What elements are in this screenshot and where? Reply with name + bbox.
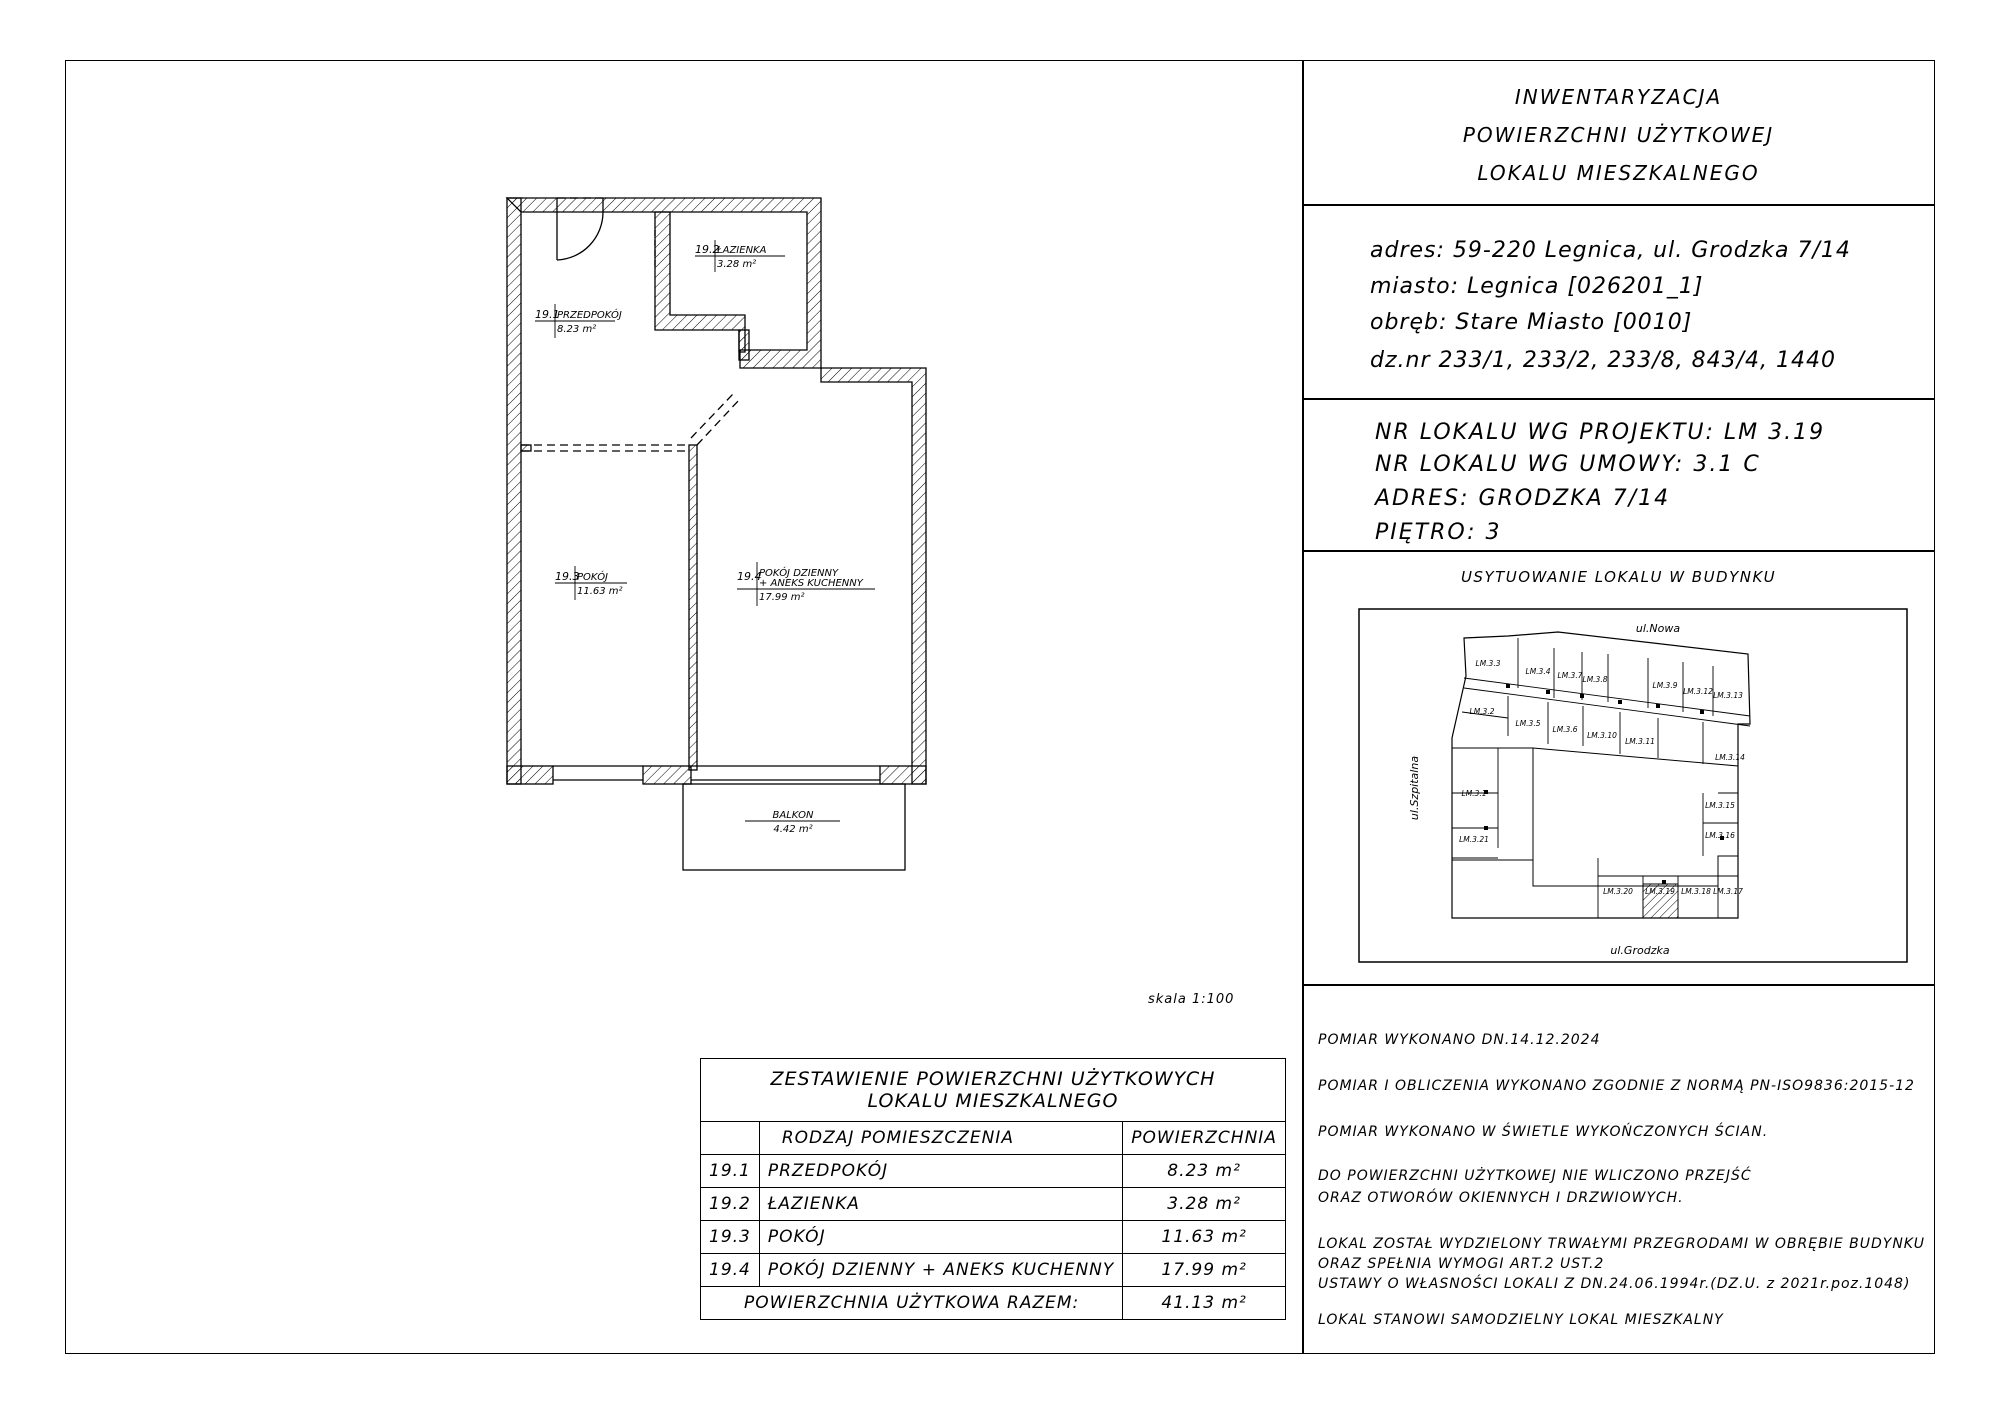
summary-row-name: POKÓJ [759, 1221, 1122, 1254]
plan-room-num-19-2: 19.2 [695, 243, 720, 256]
note-independent-unit: LOKAL STANOWI SAMODZIELNY LOKAL MIESZKALNY [1318, 1312, 1724, 1328]
summary-row-num: 19.4 [701, 1254, 760, 1287]
address-miasto: miasto: Legnica [026201_1] [1370, 274, 1704, 299]
table-row [701, 1221, 1286, 1254]
title-line-3: LOKALU MIESZKALNEGO [1477, 161, 1760, 185]
plan-scale: skala 1:100 [1148, 992, 1235, 1007]
unit-label: LM.3.17 [1713, 887, 1743, 896]
unit-label: LM.3.4 [1525, 667, 1551, 676]
plan-room-area-19-1: 8.23 m² [557, 324, 597, 335]
unit-label: LM.3.1 [1461, 789, 1487, 798]
plan-room-name-19-4-b: + ANEKS KUCHENNY [759, 578, 863, 589]
street-bottom-label: ul.Grodzka [1610, 944, 1670, 957]
plan-room-area-19-4: 17.99 m² [759, 592, 805, 603]
street-top-label: ul.Nowa [1635, 622, 1681, 635]
title-line-2: POWIERZCHNI UŻYTKOWEJ [1462, 123, 1775, 147]
plan-balcony-name: BALKON [772, 810, 814, 821]
plan-room-area-19-3: 11.63 m² [577, 586, 623, 597]
summary-header-type: RODZAJ POMIESZCZENIA [759, 1122, 1122, 1155]
plan-room-num-19-1: 19.1 [535, 308, 560, 321]
note-legal-1: LOKAL ZOSTAŁ WYDZIELONY TRWAŁYMI PRZEGRODAMI W OBRĘBIE BUDYNKU [1318, 1236, 1925, 1252]
unit-label: LM.3.2 [1469, 707, 1495, 716]
street-left-label: ul.Szpitalna [1408, 755, 1421, 821]
location-map-heading: USYTUOWANIE LOKALU W BUDYNKU [1460, 568, 1777, 586]
table-row [701, 1254, 1286, 1287]
summary-title-line-1: ZESTAWIENIE POWIERZCHNI UŻYTKOWYCH [770, 1068, 1216, 1090]
note-legal-3: USTAWY O WŁASNOŚCI LOKALI Z DN.24.06.1994r.(DZ.U. z 2021r.poz.1048) [1318, 1276, 1911, 1292]
summary-row-name: ŁAZIENKA [759, 1188, 1122, 1221]
unit-label: LM.3.18 [1681, 887, 1711, 896]
note-measurement-date: POMIAR WYKONANO DN.14.12.2024 [1318, 1032, 1601, 1048]
summary-row-area: 11.63 m² [1123, 1221, 1286, 1254]
summary-title-line-2: LOKALU MIESZKALNEGO [867, 1090, 1119, 1112]
summary-row-area: 17.99 m² [1123, 1254, 1286, 1287]
summary-row-num: 19.1 [701, 1155, 760, 1188]
summary-total-label: POWIERZCHNIA UŻYTKOWA RAZEM: [701, 1287, 1123, 1320]
summary-title [701, 1059, 1286, 1122]
unit-project-number: NR LOKALU WG PROJEKTU: LM 3.19 [1375, 420, 1826, 445]
unit-label: LM.3.13 [1713, 691, 1743, 700]
unit-label: LM.3.19 [1645, 887, 1675, 896]
unit-label: LM.3.9 [1652, 681, 1678, 690]
summary-row-name: POKÓJ DZIENNY + ANEKS KUCHENNY [759, 1254, 1122, 1287]
unit-label: LM.3.11 [1625, 737, 1655, 746]
plan-room-name-19-1: PRZEDPOKÓJ [557, 310, 622, 321]
summary-total-row [701, 1287, 1286, 1320]
plan-room-num-19-3: 19.3 [555, 570, 580, 583]
unit-address: ADRES: GRODZKA 7/14 [1375, 486, 1671, 511]
plan-room-name-19-3: POKÓJ [577, 572, 609, 583]
unit-label: LM.3.6 [1552, 725, 1578, 734]
floor-plan [495, 190, 955, 880]
summary-row-num: 19.3 [701, 1221, 760, 1254]
unit-label: LM.3.14 [1715, 753, 1745, 762]
summary-row-area: 3.28 m² [1123, 1188, 1286, 1221]
plan-room-area-19-2: 3.28 m² [717, 259, 757, 270]
title-line-1: INWENTARYZACJA [1514, 85, 1723, 109]
unit-label: LM.3.21 [1459, 835, 1489, 844]
summary-row-area: 8.23 m² [1123, 1155, 1286, 1188]
unit-label: LM.3.16 [1705, 831, 1735, 840]
unit-floor: PIĘTRO: 3 [1375, 520, 1502, 545]
note-finished-walls: POMIAR WYKONANO W ŚWIETLE WYKOŃCZONYCH ŚCIAN. [1318, 1124, 1769, 1140]
summary-row-num: 19.2 [701, 1188, 760, 1221]
plan-room-name-19-2: ŁAZIENKA [717, 245, 767, 256]
summary-total-value: 41.13 m² [1123, 1287, 1286, 1320]
unit-label: LM.3.5 [1515, 719, 1541, 728]
summary-header-num [701, 1122, 760, 1155]
note-legal-2: ORAZ SPEŁNIA WYMOGI ART.2 UST.2 [1318, 1256, 1605, 1272]
note-standard: POMIAR I OBLICZENIA WYKONANO ZGODNIE Z NORMĄ PN-ISO9836:2015-12 [1318, 1078, 1915, 1094]
table-row [701, 1188, 1286, 1221]
unit-label: LM.3.20 [1603, 887, 1633, 896]
unit-label: LM.3.15 [1705, 801, 1735, 810]
unit-label: LM.3.8 [1582, 675, 1608, 684]
unit-label: LM.3.12 [1683, 687, 1713, 696]
address-adres: adres: 59-220 Legnica, ul. Grodzka 7/14 [1370, 238, 1851, 263]
note-exclusions-2: ORAZ OTWORÓW OKIENNYCH I DRZWIOWYCH. [1318, 1190, 1684, 1206]
location-map [1358, 608, 1908, 964]
area-summary-table [700, 1058, 1286, 1320]
unit-contract-number: NR LOKALU WG UMOWY: 3.1 C [1375, 452, 1761, 477]
summary-row-name: PRZEDPOKÓJ [759, 1155, 1122, 1188]
address-obreb: obręb: Stare Miasto [0010] [1370, 310, 1693, 335]
document-title [1302, 78, 1935, 192]
unit-label: LM.3.3 [1475, 659, 1501, 668]
unit-label: LM.3.10 [1587, 731, 1617, 740]
note-exclusions-1: DO POWIERZCHNI UŻYTKOWEJ NIE WLICZONO PRZEJŚĆ [1318, 1168, 1752, 1184]
plan-balcony-area: 4.42 m² [773, 824, 813, 835]
summary-header-area: POWIERZCHNIA [1123, 1122, 1286, 1155]
plan-room-num-19-4: 19.4 [737, 570, 762, 583]
plan-room-name-19-4-a: POKÓJ DZIENNY [759, 568, 839, 579]
unit-label: LM.3.7 [1557, 671, 1583, 680]
address-dzialka: dz.nr 233/1, 233/2, 233/8, 843/4, 1440 [1370, 348, 1837, 373]
table-row [701, 1155, 1286, 1188]
